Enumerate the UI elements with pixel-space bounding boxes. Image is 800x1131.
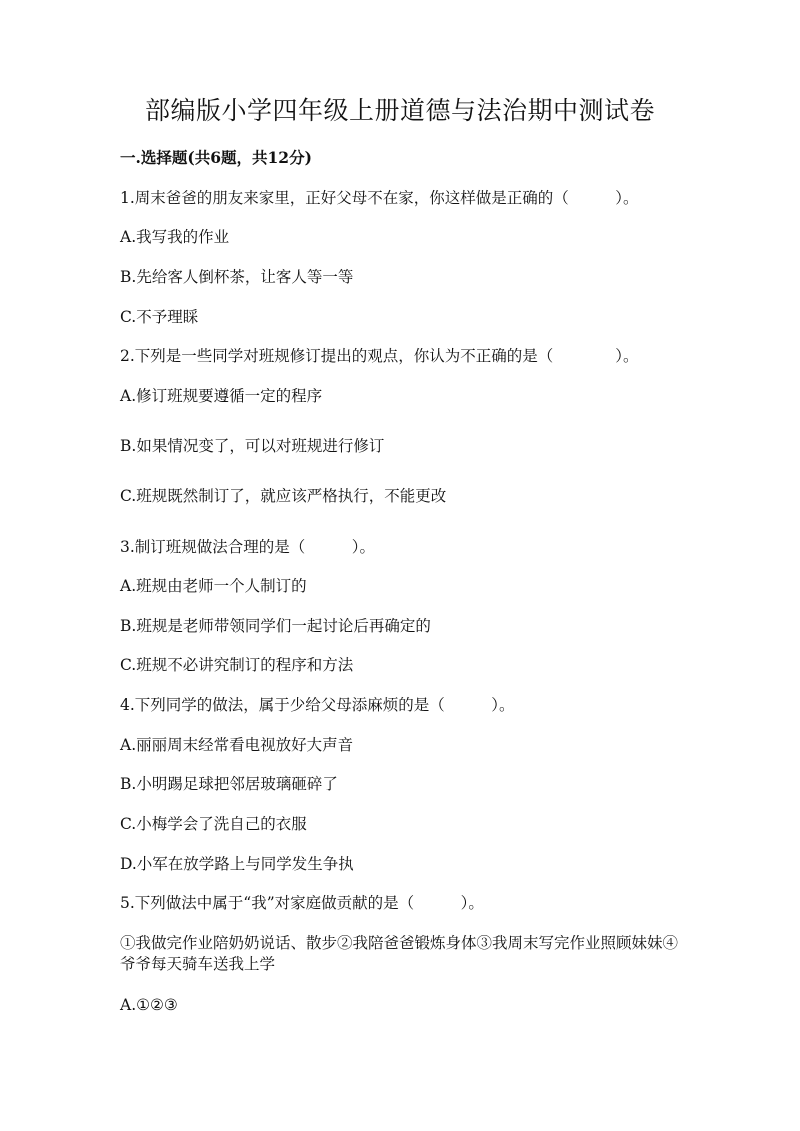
option-5a: A.①②③ — [120, 996, 178, 1014]
option-4d: D.小军在放学路上与同学发生争执 — [120, 855, 354, 873]
option-3b: B.班规是老师带领同学们一起讨论后再确定的 — [120, 617, 431, 635]
option-3c: C.班规不必讲究制订的程序和方法 — [120, 656, 354, 674]
option-4b: B.小明踢足球把邻居玻璃砸碎了 — [120, 775, 338, 793]
question-3: 3.制订班规做法合理的是（ ）。 — [120, 538, 376, 556]
option-2b: B.如果情况变了，可以对班规进行修订 — [120, 437, 385, 455]
question-2: 2.下列是一些同学对班规修订提出的观点，你认为不正确的是（ ）。 — [120, 347, 639, 365]
question-5: 5.下列做法中属于“我”对家庭做贡献的是（ ）。 — [120, 894, 484, 912]
option-1a: A.我写我的作业 — [120, 228, 230, 246]
option-3a: A.班规由老师一个人制订的 — [120, 577, 307, 595]
option-1c: C.不予理睬 — [120, 308, 199, 326]
option-4c: C.小梅学会了洗自己的衣服 — [120, 815, 307, 833]
option-2c: C.班规既然制订了，就应该严格执行，不能更改 — [120, 487, 447, 505]
question-1: 1.周末爸爸的朋友来家里，正好父母不在家，你这样做是正确的（ ）。 — [120, 189, 639, 207]
question-5-statements: ①我做完作业陪奶奶说话、散步②我陪爸爸锻炼身体③我周末写完作业照顾妹妹④爷爷每天骑车送我上学 — [120, 934, 679, 973]
question-4: 4.下列同学的做法，属于少给父母添麻烦的是（ ）。 — [120, 696, 515, 714]
page-title: 部编版小学四年级上册道德与法治期中测试卷 — [144, 96, 655, 125]
option-1b: B.先给客人倒杯茶，让客人等一等 — [120, 268, 354, 286]
option-4a: A.丽丽周末经常看电视放好大声音 — [120, 736, 354, 754]
section-heading: 一.选择题(共6题，共12分) — [120, 148, 312, 167]
option-2a: A.修订班规要遵循一定的程序 — [120, 387, 323, 405]
